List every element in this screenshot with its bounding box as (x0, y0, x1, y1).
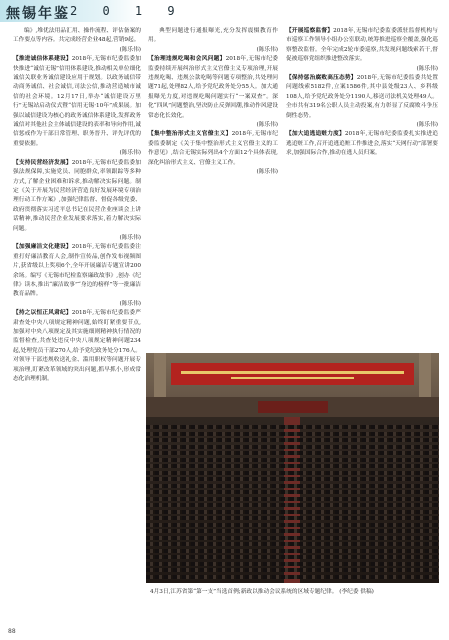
audience-row (146, 497, 439, 501)
audience-row (146, 575, 439, 579)
section-body: 2018年,无锡市纪委监委注重打好廉洁教育人会,制作宣传品,创作发布视频图片,获省级以上奖项6个,全年开展廉洁专题宣讲200余场。编写《无锡市纪检监察廉政故事》,创办《纪律》读本,推出“廉洁故事”“身边的榜样”等一批廉洁教育品牌。 (13, 244, 141, 298)
source-attribution: (陈乐伟) (119, 234, 141, 241)
source-attribution: (陈乐伟) (256, 122, 278, 129)
audience-row (146, 438, 439, 442)
body-paragraph: 编》,堆优法用品汇用、操作流程、评估备案的工作要点等内容。共完成经营企业48起,营销9起。 (13, 28, 141, 44)
section-heading: 【治理违规吃喝和会风问题】 (148, 56, 226, 63)
text-column-3 (286, 27, 438, 159)
section-paragraph (286, 130, 438, 158)
audience-row (146, 425, 439, 429)
audience-row (146, 529, 439, 533)
section-heading: 【加大追逃追赃力度】 (286, 131, 345, 138)
section-body: 2018年,无锡市纪委监委加强法规保障,实施党员、同胞群众,率领跟踪等多种方式,了解企业困难和诉求,推动解决实际问题。制定《关于开展为民营经济营造良好发展环境专项治理行动工作方案》,加强纪律监督、督促各级党委、政府贯彻落实习近平总书记在民营企业座谈会上讲话精神,推动民营企业发展要求落实,着力解决实际问题。 (13, 159, 141, 232)
body-paragraph: 典型问题进行通报曝光,充分发挥震慑教育作用。 (148, 28, 278, 44)
section-body: 2018年,无锡市纪委监委制定《关于集中整治形式主义官僚主义的工作意见》,结合无锡实际列出4个方面12个具体表现,深化纠治形式主义、官僚主义工作。 (148, 131, 278, 166)
section-body: 2018年,无锡市纪委监委共处置问题线索5182件,立案1586件,其中县处级23人、乡科级108人,给予党纪政务处分1190人,移送司法机关处理49人。全市共有319名公职人员主动投案,有力彰显了反腐败斗争压倒性态势。 (286, 75, 438, 119)
audience-row (146, 471, 439, 475)
source-attribution: (陈乐伟) (256, 46, 278, 53)
meeting-photo (146, 353, 439, 583)
section-body: 2018年,无锡市纪委监委严肃查处中央八项规定精神问题,始终盯紧重要节点,加强对中央八项规定及其实施细则精神执行情况的监督检查,共查处违反中央八项规定精神问题234起,处理党员干部270人,给予党纪政务处分176人。对领导干部违规收送礼金、滥用职权等问题开展专项治理,盯紧改革领域的突出问题,抓早抓小,形成常态化治理机制。 (13, 310, 141, 383)
yearbook-year: 2 0 1 9 (70, 4, 184, 18)
section-body: 2018年,无锡市纪委监委扎实推进追逃追赃工作,召开追逃追赃工作推进会,落实“天网行动”部署要求,加强国际合作,推动在逃人员归案。 (286, 131, 438, 157)
audience-row (146, 451, 439, 455)
audience-row (146, 503, 439, 507)
audience-row (146, 549, 439, 553)
audience-row (146, 555, 439, 559)
audience-row (146, 490, 439, 494)
section-paragraph (148, 55, 278, 121)
section-heading: 【开展巡察监督】 (286, 28, 334, 34)
text-column-1 (13, 27, 141, 384)
photo-caption (150, 588, 437, 597)
section-heading: 【推进诚信体系建设】 (13, 56, 72, 63)
section-body: 2018年,无锡市纪委监委派驻监督机构与市巡察工作领导小组办公室联动,统筹推进巡察全覆盖,强化巡察整改监督。全年完成2轮市委巡察,共发现问题线索若干,督促被巡察党组织推进整改落实。 (286, 28, 438, 63)
section-paragraph (13, 55, 141, 149)
section-paragraph (286, 74, 438, 121)
section-heading: 【保持惩治腐败高压态势】 (286, 75, 357, 82)
audience-row (146, 484, 439, 488)
page-header (0, 0, 449, 22)
source-attribution: (陈乐伟) (256, 169, 278, 176)
section-heading: 【加强廉洁文化建设】 (13, 244, 72, 251)
source-attribution: (陈乐伟) (119, 150, 141, 157)
section-heading: 【持之以恒正风肃纪】 (13, 310, 72, 317)
source-attribution: (陈乐伟) (119, 300, 141, 307)
section-paragraph (13, 243, 141, 299)
audience-row (146, 542, 439, 546)
source-attribution: (陈乐伟) (416, 65, 438, 72)
audience-row (146, 562, 439, 566)
audience-row (146, 536, 439, 540)
section-heading: 【支持民营经济发展】 (13, 159, 72, 166)
audience-row (146, 432, 439, 436)
section-heading: 【集中整治形式主义官僚主义】 (148, 131, 232, 138)
caption-credit: (李纪委 供稿) (339, 589, 374, 595)
source-attribution: (陈乐伟) (416, 122, 438, 129)
audience-row (146, 445, 439, 449)
yearbook-title: 無锡年鉴 (6, 6, 70, 22)
caption-text: 4月3日,江苏省第“第一支”当选首例;新政以推动会议系统的区域专题纪律。 (150, 589, 338, 595)
page-number: 88 (8, 628, 16, 635)
section-body: 2018年,无锡市纪委监委持续开展纠治形式主义官僚主义专项治理,开展违规吃喝、违规公款吃喝等问题专项整治,共处理问题71起,处理82人,给予党纪政务处分55人。加大通报曝光力度,对违规吃喝问题实行“一案双查”。深化“四风”问题整治,坚决防止反弹回潮,推动作风建设常态化长效化。 (148, 56, 278, 119)
audience-row (146, 477, 439, 481)
audience-row (146, 458, 439, 462)
podium (258, 401, 328, 413)
audience-row (146, 510, 439, 514)
section-body: 2018年,无锡市纪委监委加快推进“诚信无锡”信用体系建设,推动相关单位细化诚信关联业务诚信建设应用于规划。以政务诚信带动商务诚信、社会诚信,司法公信,推动营造城市诚信的社会环境。12月17日,举办“诚信建设万里行”无锡站启动仪式暨“信用无锡·10年”成果展。加强以诚信建设为核心的政务诚信体系建设,发挥政务诚信对其他社会主体诚信建设的表率和导向作用,诚信惩戒作为干部日常管理、职务晋升、评先评优的重要依据。 (13, 56, 141, 147)
section-paragraph (148, 130, 278, 168)
section-paragraph (13, 159, 141, 234)
audience-row (146, 516, 439, 520)
audience-row (146, 523, 439, 527)
audience-row (146, 568, 439, 572)
stage-banner (171, 363, 414, 385)
text-column-2 (148, 27, 278, 178)
section-paragraph (13, 309, 141, 384)
source-attribution: (陈乐伟) (119, 46, 141, 53)
audience-row (146, 464, 439, 468)
section-paragraph (286, 27, 438, 65)
